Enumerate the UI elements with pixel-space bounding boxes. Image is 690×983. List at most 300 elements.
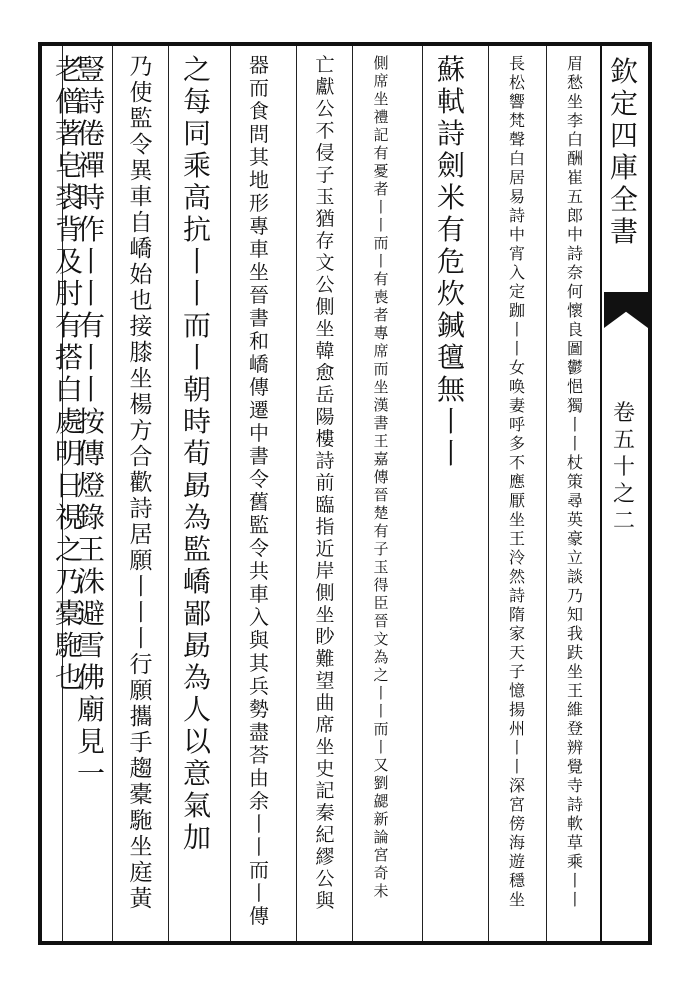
text-char: 天 (508, 643, 525, 662)
text-char: 時 (76, 181, 105, 214)
text-char: 海 (508, 833, 525, 852)
text-char: 晉 (373, 486, 389, 504)
text-char: 岳 (315, 384, 335, 406)
text-char: 望 (315, 670, 335, 692)
text-char: 乃 (54, 565, 83, 598)
column-rule (488, 46, 489, 941)
text-char: 多 (508, 434, 525, 453)
text-char: 為 (182, 501, 211, 534)
text-char: 子 (315, 164, 335, 186)
text-char: 危 (436, 245, 465, 278)
text-char: 丨 (373, 216, 389, 234)
text-char: 與 (315, 890, 335, 912)
text-char: 晉 (373, 612, 389, 630)
column-rule (168, 46, 169, 941)
text-char: 詩 (508, 586, 525, 605)
text-char: 令 (129, 132, 153, 158)
text-char: 共 (249, 559, 269, 583)
text-char: 而 (373, 360, 389, 378)
text-char: 丨 (76, 277, 105, 310)
text-char: 駞 (129, 808, 153, 834)
text-char: 加 (182, 821, 211, 854)
text-char: 丨 (249, 812, 269, 836)
text-char: 丨 (182, 341, 211, 374)
text-char: 燈 (76, 469, 105, 502)
text-char: 地 (249, 168, 269, 192)
text-char: 何 (566, 282, 583, 301)
text-char: 奇 (373, 864, 389, 882)
text-char: 勢 (249, 697, 269, 721)
text-char: 軟 (566, 814, 583, 833)
text-char: 宵 (508, 244, 525, 263)
text-char: 朝 (182, 373, 211, 406)
text-char: 新 (373, 810, 389, 828)
text-char: 宮 (508, 795, 525, 814)
text-char: 紀 (315, 824, 335, 846)
column-rule (352, 46, 353, 941)
text-char: 接 (129, 314, 153, 340)
text-char: 駞 (54, 629, 83, 662)
text-char: 悒 (566, 377, 583, 396)
text-char: 丨 (508, 757, 525, 776)
text-char: 詩 (129, 496, 153, 522)
text-char: 得 (373, 576, 389, 594)
text-char: 繆 (315, 846, 335, 868)
text-char: 趨 (129, 756, 153, 782)
text-char: 乃 (566, 586, 583, 605)
text-char: 嶠 (249, 352, 269, 376)
text-char: 使 (129, 80, 153, 106)
text-char: 為 (182, 661, 211, 694)
title-char: 全 (609, 183, 638, 216)
text-char: 按 (76, 405, 105, 438)
title-char: 四 (609, 119, 638, 152)
text-char: 坐 (508, 510, 525, 529)
text-char: 侵 (315, 142, 335, 164)
text-char: 丨 (566, 415, 583, 434)
text-char: 記 (315, 780, 335, 802)
text-char: 居 (129, 522, 153, 548)
text-char: 以 (182, 725, 211, 758)
text-char: 女 (508, 358, 525, 377)
text-char: 坐 (566, 92, 583, 111)
text-char: 應 (508, 472, 525, 491)
text-char: 席 (373, 72, 389, 90)
text-char: 令 (249, 536, 269, 560)
text-char: 錄 (76, 501, 105, 534)
text-char: 揚 (508, 700, 525, 719)
text-char: 傳 (249, 375, 269, 399)
text-char: 史 (315, 758, 335, 780)
text-char: 立 (566, 548, 583, 567)
text-char: 問 (249, 122, 269, 146)
text-char: 嶠 (129, 236, 153, 262)
text-char: 梵 (508, 111, 525, 130)
text-char: 氣 (182, 789, 211, 822)
title-char: 欽 (609, 55, 638, 88)
text-char: 之 (373, 666, 389, 684)
text-char: 嶠 (182, 565, 211, 598)
text-char: 者 (373, 180, 389, 198)
column-rule (296, 46, 297, 941)
text-char: 為 (373, 648, 389, 666)
text-char: 形 (249, 191, 269, 215)
text-char: 禪 (76, 149, 105, 182)
text-char: 廟 (76, 693, 105, 726)
text-column (234, 54, 284, 928)
book-title (602, 56, 646, 248)
text-char: 唤 (508, 377, 525, 396)
text-char: 車 (249, 237, 269, 261)
text-char: 登 (566, 719, 583, 738)
text-char: 難 (315, 648, 335, 670)
text-char: 丨 (129, 626, 153, 652)
text-char: 曲 (315, 692, 335, 714)
text-char: 同 (182, 117, 211, 150)
text-char: 聲 (508, 130, 525, 149)
text-char: 願 (129, 678, 153, 704)
text-char: 歡 (129, 470, 153, 496)
text-char: 之 (54, 533, 83, 566)
text-char: 丨 (249, 835, 269, 859)
text-char: 背 (54, 213, 83, 246)
column-rule (546, 46, 547, 941)
text-char: 玉 (373, 558, 389, 576)
text-char: 蘇 (436, 53, 465, 86)
text-char: 視 (54, 501, 83, 534)
text-char: 厭 (508, 491, 525, 510)
text-char: 人 (182, 693, 211, 726)
volume-label (602, 400, 646, 535)
text-char: 易 (508, 187, 525, 206)
text-char: 秦 (315, 802, 335, 824)
text-char: 白 (508, 149, 525, 168)
text-char: 公 (315, 274, 335, 296)
text-char: 鄙 (182, 597, 211, 630)
text-char: 與 (249, 628, 269, 652)
text-char: 皂 (54, 149, 83, 182)
text-char: 坐 (373, 378, 389, 396)
text-char: 跏 (508, 301, 525, 320)
text-char: 勗 (182, 469, 211, 502)
text-char: 高 (182, 181, 211, 214)
title-char: 定 (609, 87, 638, 120)
text-char: 詩 (566, 244, 583, 263)
text-char: 倦 (76, 117, 105, 150)
column-rule (422, 46, 423, 941)
text-char: 丨 (436, 437, 465, 470)
text-char: 論 (373, 828, 389, 846)
text-char: 側 (315, 296, 335, 318)
text-char: 其 (249, 651, 269, 675)
text-column (426, 54, 476, 470)
text-char: 丨 (129, 574, 153, 600)
text-char: 嘉 (373, 450, 389, 468)
text-char: 憂 (373, 162, 389, 180)
text-char: 趺 (566, 643, 583, 662)
text-char: 寺 (566, 776, 583, 795)
text-char: 郎 (566, 206, 583, 225)
text-char: 佛 (76, 661, 105, 694)
text-char: 長 (508, 54, 525, 73)
text-char: 響 (508, 92, 525, 111)
text-column (492, 54, 542, 909)
text-char: 辨 (566, 738, 583, 757)
text-char: 草 (566, 833, 583, 852)
text-char: 和 (249, 329, 269, 353)
text-char: 未 (373, 882, 389, 900)
text-char: 橐 (129, 782, 153, 808)
text-char: 始 (129, 262, 153, 288)
text-char: 荅 (249, 743, 269, 767)
text-char: 老 (54, 53, 83, 86)
text-char: 盡 (249, 720, 269, 744)
text-char: 搭 (54, 341, 83, 374)
text-char: 臨 (315, 494, 335, 516)
text-char: 維 (566, 700, 583, 719)
text-char: 見 (76, 725, 105, 758)
text-char: 亡 (315, 54, 335, 76)
text-char: 呼 (508, 415, 525, 434)
text-char: 雪 (76, 629, 105, 662)
text-char: 丨 (129, 600, 153, 626)
text-char: 明 (54, 437, 83, 470)
text-char: 宮 (373, 846, 389, 864)
text-column (44, 54, 94, 694)
text-char: 每 (182, 85, 211, 118)
text-char: 丨 (373, 702, 389, 720)
text-char: 者 (373, 306, 389, 324)
text-char: 避 (76, 597, 105, 630)
text-char: 之 (182, 53, 211, 86)
text-char: 楊 (129, 392, 153, 418)
text-char: 書 (249, 444, 269, 468)
text-char: 席 (373, 342, 389, 360)
text-char: 氊 (436, 341, 465, 374)
text-char: 岸 (315, 560, 335, 582)
text-char: 也 (129, 288, 153, 314)
text-char: 公 (315, 868, 335, 890)
text-char: 自 (129, 210, 153, 236)
text-char: 眇 (315, 626, 335, 648)
text-char: 坐 (315, 736, 335, 758)
text-char: 策 (566, 472, 583, 491)
text-char: 丨 (76, 341, 105, 374)
text-char: 詩 (315, 450, 335, 472)
volume-char: 二 (612, 509, 635, 534)
text-char: 不 (508, 453, 525, 472)
text-char: 深 (508, 776, 525, 795)
text-char: 晉 (249, 283, 269, 307)
text-char: 丨 (182, 245, 211, 278)
text-char: 庭 (129, 860, 153, 886)
text-char: 有 (54, 309, 83, 342)
text-char: 隋 (508, 605, 525, 624)
text-char: 車 (249, 582, 269, 606)
text-char: 穩 (508, 871, 525, 890)
text-char: 子 (373, 540, 389, 558)
text-char: 我 (566, 624, 583, 643)
text-char: 喪 (373, 288, 389, 306)
text-char: 監 (129, 106, 153, 132)
volume-char: 之 (612, 482, 635, 507)
text-char: 日 (54, 469, 83, 502)
text-char: 余 (249, 789, 269, 813)
text-column (300, 54, 350, 912)
text-char: 有 (373, 144, 389, 162)
text-char: 器 (249, 53, 269, 77)
text-char: 王 (508, 529, 525, 548)
volume-char: 十 (612, 455, 635, 480)
text-char: 黃 (129, 886, 153, 912)
text-char: 書 (249, 306, 269, 330)
text-char: 禮 (373, 108, 389, 126)
text-char: 談 (566, 567, 583, 586)
text-char: 定 (508, 282, 525, 301)
text-char: 一 (76, 757, 105, 790)
text-char: 陽 (315, 406, 335, 428)
text-char: 軾 (436, 85, 465, 118)
text-char: 傳 (76, 437, 105, 470)
text-char: 願 (129, 548, 153, 574)
text-char: 詩 (508, 206, 525, 225)
text-char: 家 (508, 624, 525, 643)
title-char: 書 (609, 215, 638, 248)
text-char: 坐 (373, 90, 389, 108)
text-char: 丨 (76, 373, 105, 406)
text-char: 令 (249, 467, 269, 491)
text-char: 手 (129, 730, 153, 756)
text-char: 劍 (436, 149, 465, 182)
text-char: 丨 (182, 277, 211, 310)
text-char: 中 (249, 421, 269, 445)
text-char: 楚 (373, 504, 389, 522)
text-char: 著 (54, 117, 83, 150)
text-char: 監 (249, 513, 269, 537)
text-char: 有 (436, 213, 465, 246)
text-char: 席 (315, 714, 335, 736)
text-char: 丨 (373, 684, 389, 702)
text-char: 崔 (566, 168, 583, 187)
text-char: 白 (566, 130, 583, 149)
text-char: 愈 (315, 362, 335, 384)
text-char: 不 (315, 120, 335, 142)
text-char: 中 (508, 225, 525, 244)
text-char: 豎 (76, 53, 105, 86)
text-char: 劉 (373, 774, 389, 792)
text-char: 兵 (249, 674, 269, 698)
text-char: 愁 (566, 73, 583, 92)
text-char: 有 (373, 522, 389, 540)
text-char: 詩 (76, 85, 105, 118)
text-char: 坐 (129, 834, 153, 860)
text-char: 漢 (373, 396, 389, 414)
text-char: 遊 (508, 852, 525, 871)
text-char: 猶 (315, 208, 335, 230)
text-char: 文 (373, 630, 389, 648)
column-rule (230, 46, 231, 941)
text-char: 丨 (508, 320, 525, 339)
text-char: 處 (54, 405, 83, 438)
text-char: 側 (315, 582, 335, 604)
text-char: 酬 (566, 149, 583, 168)
text-char: 臣 (373, 594, 389, 612)
text-char: 肘 (54, 277, 83, 310)
text-char: 坐 (508, 890, 525, 909)
text-char: 眉 (566, 54, 583, 73)
text-char: 樓 (315, 428, 335, 450)
text-char: 中 (566, 225, 583, 244)
text-char: 而 (182, 309, 211, 342)
text-char: 乃 (129, 54, 153, 80)
text-char: 詩 (566, 795, 583, 814)
text-char: 由 (249, 766, 269, 790)
text-char: 妻 (508, 396, 525, 415)
text-char: 入 (249, 605, 269, 629)
text-char: 丨 (566, 434, 583, 453)
text-char: 專 (249, 214, 269, 238)
text-char: 丨 (249, 881, 269, 905)
text-char: 詩 (436, 117, 465, 150)
text-char: 食 (249, 99, 269, 123)
text-char: 丨 (566, 890, 583, 909)
text-char: 存 (315, 230, 335, 252)
text-char: 傍 (508, 814, 525, 833)
text-char: 抗 (182, 213, 211, 246)
text-char: 合 (129, 444, 153, 470)
text-char: 有 (76, 309, 105, 342)
text-char: 丨 (508, 339, 525, 358)
text-char: 松 (508, 73, 525, 92)
text-char: 作 (76, 213, 105, 246)
text-column (116, 54, 166, 912)
text-char: 憶 (508, 681, 525, 700)
text-char: 方 (129, 418, 153, 444)
text-column (172, 54, 222, 854)
text-char: 行 (129, 652, 153, 678)
text-char: 而 (249, 858, 269, 882)
text-char: 近 (315, 538, 335, 560)
text-char: 鍼 (436, 309, 465, 342)
text-char: 獻 (315, 76, 335, 98)
text-char: 有 (373, 270, 389, 288)
text-char: 州 (508, 719, 525, 738)
text-column (356, 54, 406, 900)
text-char: 前 (315, 472, 335, 494)
text-char: 舊 (249, 490, 269, 514)
text-char: 良 (566, 320, 583, 339)
text-char: 裘 (54, 181, 83, 214)
text-char: 米 (436, 181, 465, 214)
text-char: 坐 (249, 260, 269, 284)
text-char: 記 (373, 126, 389, 144)
text-char: 而 (373, 720, 389, 738)
text-char: 勰 (373, 792, 389, 810)
text-char: 懷 (566, 301, 583, 320)
text-char: 專 (373, 324, 389, 342)
text-char: 玉 (315, 186, 335, 208)
text-char: 坐 (315, 318, 335, 340)
text-char: 坐 (566, 662, 583, 681)
text-char: 子 (508, 662, 525, 681)
title-char: 庫 (609, 151, 638, 184)
text-char: 坐 (129, 366, 153, 392)
text-char: 其 (249, 145, 269, 169)
text-char: 丨 (436, 405, 465, 438)
text-char: 膝 (129, 340, 153, 366)
text-char: 李 (566, 111, 583, 130)
text-char: 洙 (76, 565, 105, 598)
